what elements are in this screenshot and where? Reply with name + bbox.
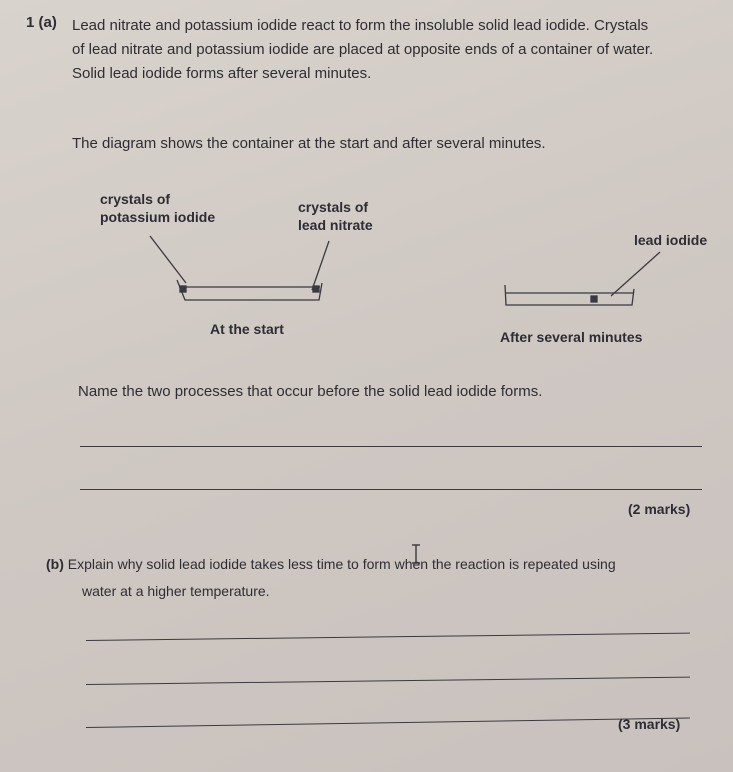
- start-container: [150, 236, 329, 300]
- after-container: [505, 252, 660, 305]
- part-a-marks: (2 marks): [628, 501, 691, 517]
- question-number: 1 (a): [26, 14, 57, 31]
- lead-iodide-precipitate: [591, 296, 597, 302]
- part-a-question: Name the two processes that occur before the solid lead iodide forms.: [78, 383, 543, 400]
- label-line: crystals of: [100, 191, 171, 207]
- part-b-label: (b): [46, 556, 64, 572]
- part-b-marks: (3 marks): [618, 716, 681, 732]
- lead-nitrate-crystal: [313, 286, 319, 292]
- part-b-question: [46, 551, 706, 605]
- caption-at-start: At the start: [210, 321, 284, 337]
- answer-line[interactable]: [80, 489, 702, 490]
- label-line: potassium iodide: [100, 209, 216, 225]
- label-lead-iodide: lead iodide: [634, 232, 708, 248]
- answer-line[interactable]: [80, 446, 702, 447]
- text-cursor-icon: [411, 544, 421, 564]
- intro-line: Solid lead iodide forms after several minutes.: [72, 65, 372, 82]
- part-b-question-line: Explain why solid lead iodide takes less time to form when the reaction is repeated using: [67, 556, 616, 572]
- part-b-question-line: water at a higher temperature.: [82, 583, 270, 599]
- diagram-intro: The diagram shows the container at the start and after several minutes.: [72, 135, 546, 152]
- potassium-iodide-crystal: [180, 286, 186, 292]
- caption-after-several-minutes: After several minutes: [500, 329, 643, 345]
- intro-line: of lead nitrate and potassium iodide are placed at opposite ends of a container of water.: [72, 41, 654, 58]
- intro-line: Lead nitrate and potassium iodide react to form the insoluble solid lead iodide. Crystals: [72, 17, 649, 34]
- label-line: crystals of: [298, 199, 369, 215]
- label-line: lead nitrate: [298, 217, 373, 233]
